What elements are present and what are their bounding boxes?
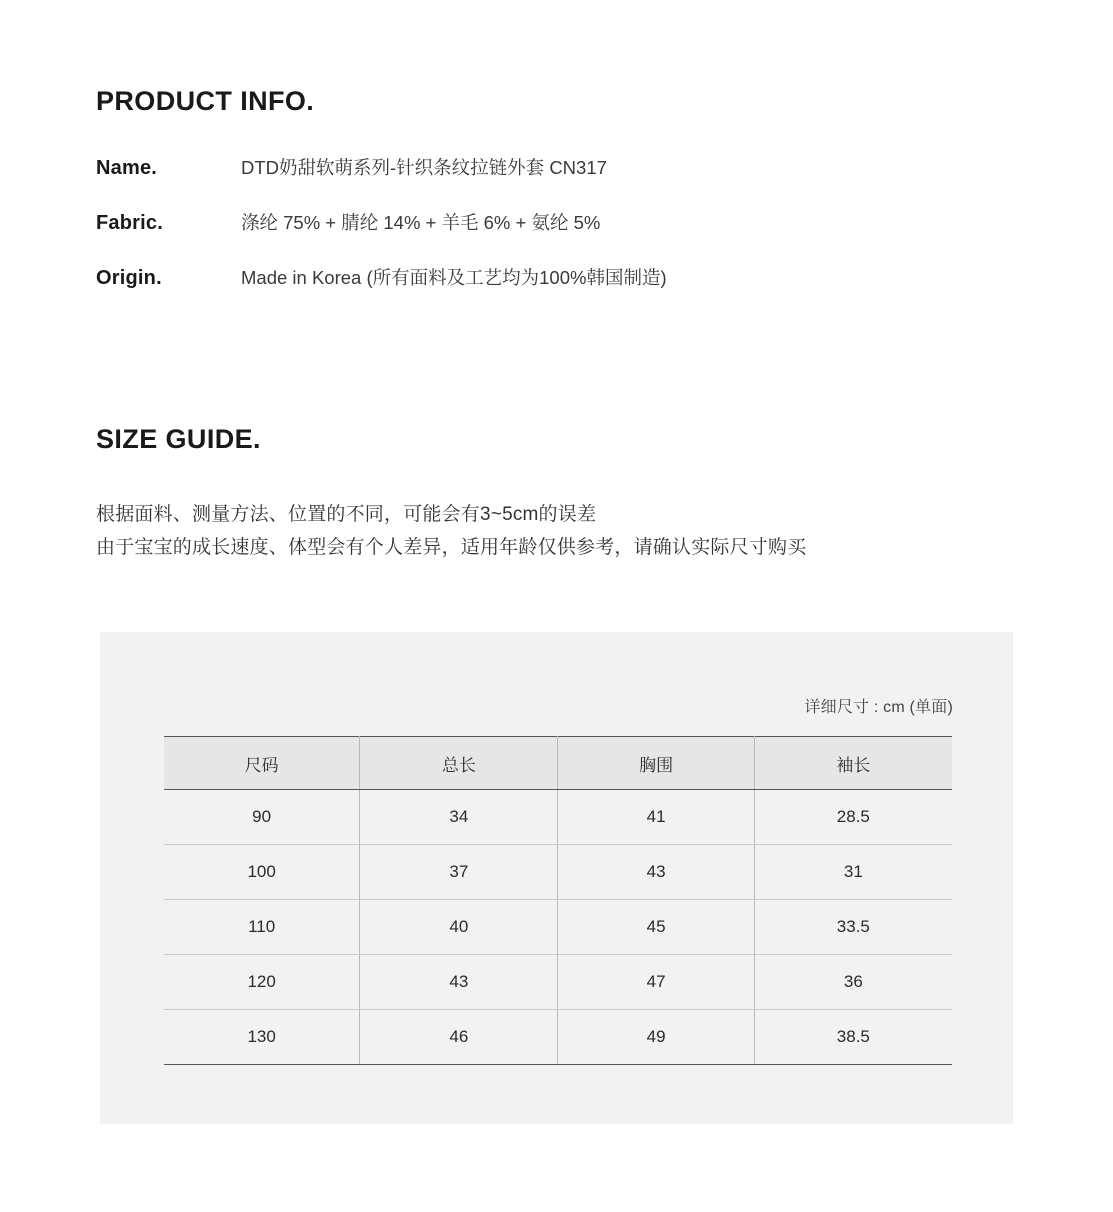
table-row (164, 900, 952, 955)
cell-sleeve: 38.5 (754, 1010, 952, 1065)
cell-sleeve: 33.5 (754, 900, 952, 955)
table-header-chest: 胸围 (558, 737, 754, 790)
size-table-body (164, 790, 952, 1065)
cell-chest: 45 (558, 900, 754, 955)
product-info-heading: PRODUCT INFO. (96, 86, 315, 116)
info-value-name: DTD奶甜软萌系列-针织条纹拉链外套 CN317 (241, 157, 607, 178)
info-value-origin: Made in Korea (所有面料及工艺均为100%韩国制造) (241, 266, 667, 288)
product-info-list (96, 155, 996, 320)
table-header-size: 尺码 (164, 737, 360, 790)
cell-chest: 47 (558, 955, 754, 1010)
cell-sleeve: 31 (754, 845, 952, 900)
table-row (164, 845, 952, 900)
table-row (164, 790, 952, 845)
cell-length: 37 (360, 845, 558, 900)
cell-length: 46 (360, 1010, 558, 1065)
size-guide-notes (96, 498, 1036, 565)
cell-chest: 49 (558, 1010, 754, 1065)
size-guide-heading: SIZE GUIDE. (96, 424, 261, 454)
cell-length: 43 (360, 955, 558, 1010)
table-row (164, 1010, 952, 1065)
cell-size: 100 (164, 845, 360, 900)
cell-size: 130 (164, 1010, 360, 1065)
cell-length: 34 (360, 790, 558, 845)
table-row (164, 955, 952, 1010)
info-row-origin (96, 265, 996, 291)
cell-sleeve: 36 (754, 955, 952, 1010)
info-label-fabric: Fabric. (96, 211, 163, 234)
size-table-panel (100, 632, 1013, 1124)
info-row-fabric (96, 210, 996, 236)
table-header-row (164, 737, 952, 790)
cell-chest: 43 (558, 845, 754, 900)
cell-size: 90 (164, 790, 360, 845)
size-table-head (164, 737, 952, 790)
info-value-fabric: 涤纶 75% + 腈纶 14% + 羊毛 6% + 氨纶 5% (241, 211, 601, 233)
cell-size: 110 (164, 900, 360, 955)
cell-size: 120 (164, 955, 360, 1010)
size-note-line-1: 根据面料、测量方法、位置的不同，可能会有3~5cm的误差 (96, 504, 597, 525)
size-unit-note: 详细尺寸 : cm (单面) (804, 699, 953, 716)
size-table (164, 736, 952, 1065)
cell-length: 40 (360, 900, 558, 955)
info-label-origin: Origin. (96, 266, 162, 289)
table-header-length: 总长 (360, 737, 558, 790)
cell-chest: 41 (558, 790, 754, 845)
cell-sleeve: 28.5 (754, 790, 952, 845)
table-header-sleeve: 袖长 (754, 737, 952, 790)
info-row-name (96, 155, 996, 181)
info-label-name: Name. (96, 157, 158, 179)
size-note-line-2: 由于宝宝的成长速度、体型会有个人差异，适用年龄仅供参考，请确认实际尺寸购买 (96, 537, 807, 559)
